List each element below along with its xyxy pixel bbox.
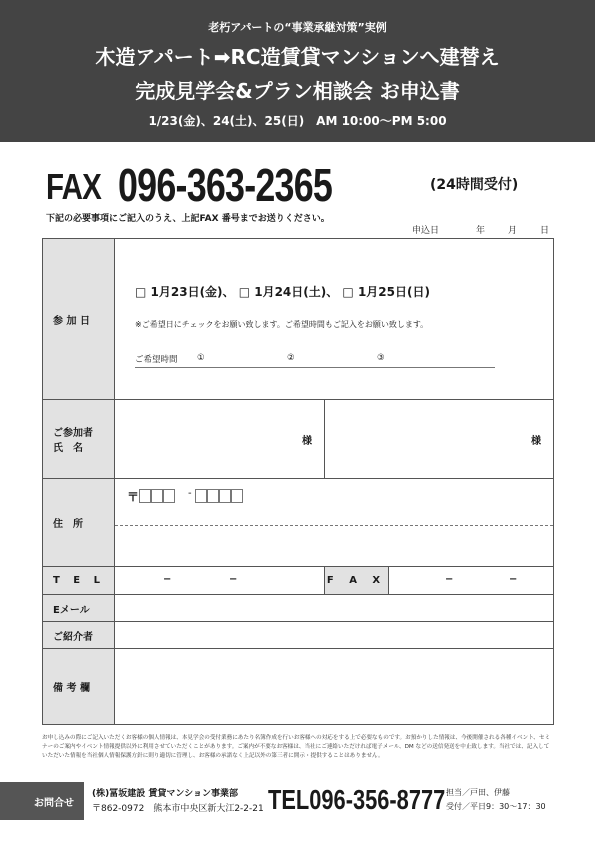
label-remarks: 備 考 欄	[43, 649, 115, 725]
preferred-time-1: ①	[197, 353, 205, 363]
company-name: (株)冨坂建設 賃貸マンション事業部	[92, 789, 238, 799]
label-address: 住 所	[43, 479, 115, 567]
label-participant-name: ご参加者 氏 名	[43, 400, 115, 479]
zip-dash: -	[188, 488, 192, 499]
form-row-referrer	[43, 622, 554, 649]
form-row-address	[43, 479, 554, 567]
zip-digit-box[interactable]	[163, 489, 175, 503]
header-eyebrow: 老朽アパートの“事業承継対策”実例	[208, 21, 387, 34]
fax-field[interactable]	[389, 567, 554, 595]
honorific-2: 様	[531, 436, 541, 447]
tel-dash-2: −	[229, 574, 238, 585]
apply-date-day: 日	[540, 226, 550, 236]
referrer-field[interactable]	[115, 622, 554, 649]
contact-tel: TEL096-356-8777	[268, 784, 446, 815]
form-row-tel-fax	[43, 567, 554, 595]
day-note: ※ご希望日にチェックをお願い致します。ご希望時間もご記入をお願い致します。	[135, 320, 429, 329]
fax-number: 096-363-2365	[118, 159, 333, 211]
form-row-email	[43, 595, 554, 622]
label-tel: T E L	[43, 567, 115, 595]
day-checkbox-options[interactable]: □ 1月23日(金)、 □ 1月24日(土)、 □ 1月25日(日)	[135, 285, 430, 299]
preferred-time-2: ②	[287, 353, 295, 363]
label-participation-day: 参 加 日	[43, 239, 115, 400]
fax-block	[46, 159, 566, 211]
honorific-1: 様	[302, 436, 312, 447]
zip-digit-box[interactable]	[231, 489, 243, 503]
form-row-day	[43, 239, 554, 400]
application-form	[42, 238, 554, 725]
preferred-time-3: ③	[377, 353, 385, 363]
fax-dash-2: −	[509, 574, 518, 585]
zip-digit-box[interactable]	[219, 489, 231, 503]
apply-date-year: 年	[476, 226, 486, 236]
address-field[interactable]	[115, 479, 554, 567]
label-referrer: ご紹介者	[43, 622, 115, 649]
label-email: Eメール	[43, 595, 115, 622]
fax-hours: (24時間受付)	[430, 177, 519, 193]
remarks-field[interactable]	[115, 649, 554, 725]
header-title-line1: 木造アパート➡RC造賃貸マンションへ建替え	[95, 45, 500, 69]
participant-name-field-2[interactable]	[325, 400, 554, 479]
preferred-time-label: ご希望時間	[135, 355, 178, 365]
contact-staff: 担当／戸田、伊藤	[446, 788, 510, 797]
instruction-text: 下記の必要事項にご記入のうえ、上記FAX 番号までお送りください。	[46, 214, 330, 224]
contact-label: お問合せ	[0, 782, 84, 820]
zip-digit-box[interactable]	[139, 489, 151, 503]
preferred-time-line[interactable]	[135, 352, 495, 368]
tel-field[interactable]	[115, 567, 325, 595]
tel-dash-1: −	[163, 574, 172, 585]
address-divider	[115, 525, 553, 526]
apply-date-label: 申込日	[412, 226, 440, 236]
zip-mark: 〒	[127, 490, 140, 504]
header-title-line2: 完成見学会&プラン相談会 お申込書	[135, 79, 460, 103]
header-dates: 1/23(金)、24(土)、25(日) AM 10:00〜PM 5:00	[148, 114, 447, 128]
fax-dash-1: −	[445, 574, 454, 585]
label-fax: F A X	[325, 567, 389, 595]
form-row-remarks	[43, 649, 554, 725]
header-banner	[0, 0, 595, 142]
privacy-notice: お申し込みの際にご記入いただくお客様の個人情報は、本見学会の受付業務にあたり名簿作成を行いお客様への対応をする上で必要なものです。お預かりした情報は、今後開催される各種イベント、セミナーのご案内やイベント情報提供以外に利用させていただくことがあります。ご案内が不要なお客様は、当社にご連絡いただければ電子メール、DM などの送信発送を中止致します。当社では、記入していただいた情報を当社個人情報保護方針に則り適切に管理し、お客様の承諾なく上記以外の第三者に開示・提供することはありません。	[42, 735, 551, 759]
fax-label: FAX	[46, 166, 101, 207]
email-field[interactable]	[115, 595, 554, 622]
footer-contact	[0, 782, 595, 820]
participant-name-field-1[interactable]	[115, 400, 325, 479]
apply-date-month: 月	[508, 226, 518, 236]
form-row-name	[43, 400, 554, 479]
participation-day-field[interactable]	[115, 239, 554, 400]
zip-digit-box[interactable]	[195, 489, 207, 503]
company-address: 〒862-0972 熊本市中央区新大江2-2-21	[92, 804, 264, 814]
zip-digit-box[interactable]	[151, 489, 163, 503]
zip-digit-box[interactable]	[207, 489, 219, 503]
contact-hours: 受付／平日9：30〜17：30	[446, 802, 546, 811]
